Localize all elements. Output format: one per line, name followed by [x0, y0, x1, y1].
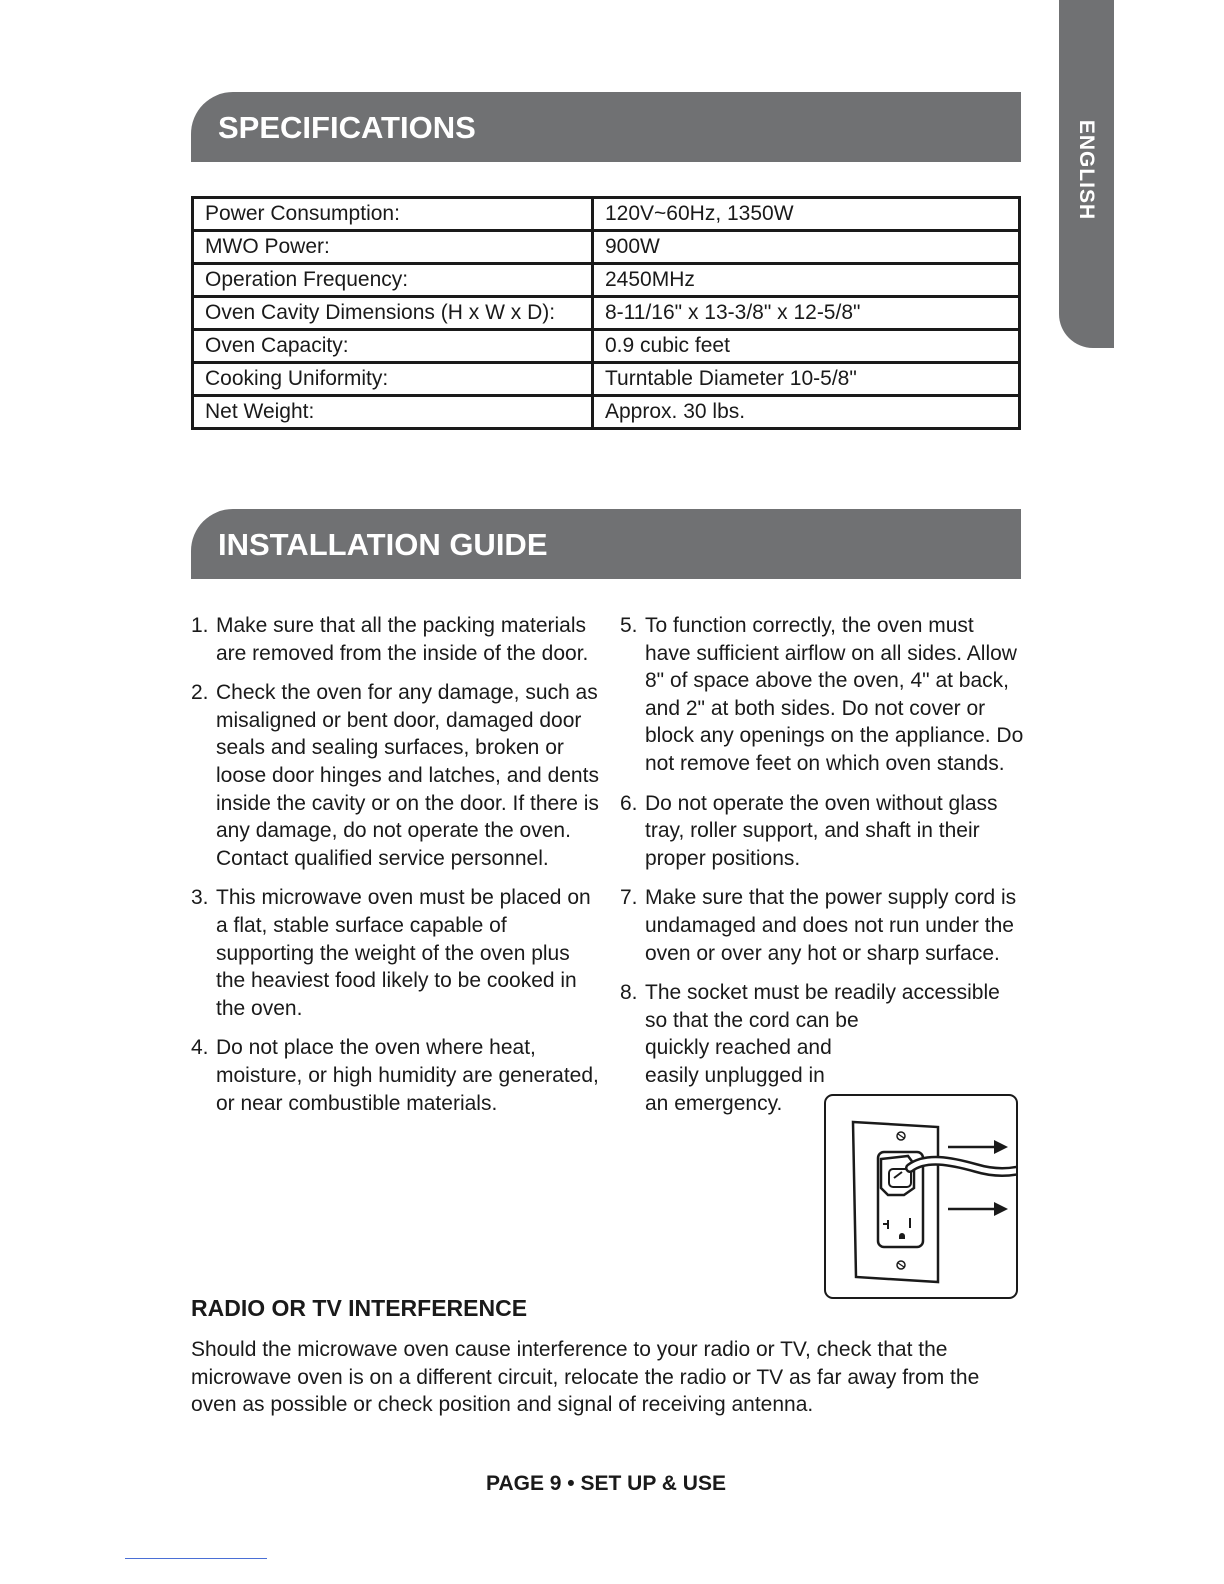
table-row	[193, 297, 1020, 330]
step-text-part-b: quickly reached and easily unplugged in an emergency.	[645, 1036, 832, 1115]
table-row	[193, 396, 1020, 429]
spec-label: Oven Cavity Dimensions (H x W x D):	[193, 297, 593, 330]
spec-label: Cooking Uniformity:	[193, 363, 593, 396]
language-tab-label: ENGLISH	[1075, 119, 1098, 221]
table-row	[193, 231, 1020, 264]
list-item	[191, 612, 601, 667]
spec-value: 120V~60Hz, 1350W	[593, 198, 1020, 231]
list-item	[620, 790, 1025, 873]
spec-value: 2450MHz	[593, 264, 1020, 297]
list-item	[191, 884, 601, 1022]
specifications-table	[191, 196, 1021, 430]
spec-label: Operation Frequency:	[193, 264, 593, 297]
table-row	[193, 198, 1020, 231]
table-row	[193, 264, 1020, 297]
step-number: 8.	[620, 981, 638, 1005]
table-row	[193, 363, 1020, 396]
step-text: Make sure that the power supply cord is undamaged and does not run under the oven or over any hot or sharp surface.	[645, 886, 1017, 965]
step-number: 3.	[191, 886, 209, 910]
spec-value: 0.9 cubic feet	[593, 330, 1020, 363]
step-number: 6.	[620, 791, 638, 815]
list-item	[191, 1034, 601, 1117]
specifications-header: SPECIFICATIONS	[191, 92, 1021, 162]
list-item	[620, 612, 1025, 778]
step-text-part-a: The socket must be readily accessible so that the cord can be	[645, 981, 1000, 1032]
step-text: This microwave oven must be placed on a flat, stable surface capable of supporting the weight of the oven plus the heaviest food likely to be cooked in the oven.	[216, 886, 591, 1020]
spec-value: Turntable Diameter 10-5/8"	[593, 363, 1020, 396]
step-number: 5.	[620, 614, 638, 637]
installation-header: INSTALLATION GUIDE	[191, 509, 1021, 579]
interference-paragraph: Should the microwave oven cause interference to your radio or TV, check that the microwave oven is on a different circuit, relocate the radio or TV as far away from the oven as possible or check position and signal of receiving antenna.	[191, 1338, 980, 1417]
interference-heading: RADIO OR TV INTERFERENCE	[191, 1295, 528, 1321]
wall-outlet-icon	[826, 1096, 1018, 1299]
list-item	[620, 884, 1025, 967]
installation-steps-right	[620, 612, 1025, 1129]
spec-label: MWO Power:	[193, 231, 593, 264]
step-number: 2.	[191, 681, 209, 705]
step-text: To function correctly, the oven must have sufficient airflow on all sides. Allow 8" of space above the oven, 4" at back, and 2" at both sides. Do not cover or block any openings on the appliance. Do not remove feet on which oven stands.	[645, 614, 1024, 775]
spec-value: Approx. 30 lbs.	[593, 396, 1020, 429]
divider	[125, 1558, 267, 1559]
spec-label: Oven Capacity:	[193, 330, 593, 363]
list-item	[191, 679, 601, 872]
spec-value: 900W	[593, 231, 1020, 264]
step-text: Check the oven for any damage, such as misaligned or bent door, damaged door seals and sealing surfaces, broken or loose door hinges and latches, and dents inside the cavity or on the door. If there is any damage, do not operate the oven. Contact qualified service personnel.	[216, 681, 599, 870]
step-text: Do not operate the oven without glass tray, roller support, and shaft in their proper positions.	[645, 791, 998, 870]
step-number: 4.	[191, 1036, 209, 1060]
step-text: Do not place the oven where heat, moisture, or high humidity are generated, or near combustible materials.	[216, 1036, 599, 1115]
step-number: 7.	[620, 886, 638, 910]
spec-label: Power Consumption:	[193, 198, 593, 231]
spec-value: 8-11/16" x 13-3/8" x 12-5/8"	[593, 297, 1020, 330]
page-footer: PAGE 9 • SET UP & USE	[486, 1472, 726, 1495]
step-number: 1.	[191, 614, 209, 637]
spec-label: Net Weight:	[193, 396, 593, 429]
step-text: Make sure that all the packing materials are removed from the inside of the door.	[216, 614, 589, 665]
table-row	[193, 330, 1020, 363]
outlet-illustration	[824, 1094, 1018, 1299]
installation-steps-left	[191, 612, 601, 1129]
